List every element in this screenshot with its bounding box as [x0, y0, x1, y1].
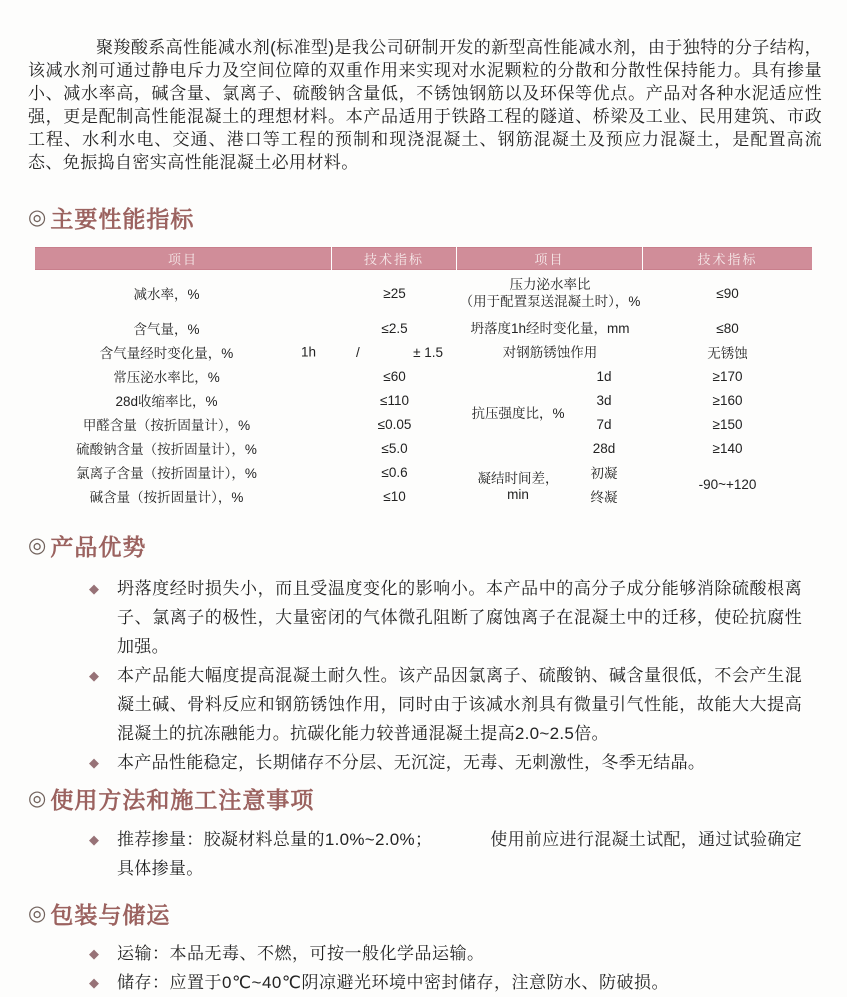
row-range: ± 1.5 — [413, 344, 443, 360]
row-item: 对钢筋锈蚀作用 — [502, 344, 598, 360]
list-item — [89, 748, 802, 777]
group-value: ≥150 — [712, 416, 743, 432]
diamond-bullet-icon: ◆ — [89, 975, 99, 990]
table-left-half — [35, 270, 457, 508]
row-item: 坍落度1h经时变化量，mm — [470, 320, 630, 336]
row-item: 氯离子含量（按折固量计），% — [76, 466, 257, 481]
section-title: 主要性能指标 — [50, 206, 195, 232]
section-title: 产品优势 — [50, 534, 147, 560]
group-sub-initial-set: 初凝 — [590, 466, 618, 481]
row-value: ≤5.0 — [381, 440, 408, 456]
table-header-row — [35, 247, 812, 270]
section-title: 使用方法和施工注意事项 — [50, 787, 315, 813]
list-item — [89, 825, 802, 883]
table-body — [35, 270, 812, 508]
group-value: ≥160 — [712, 392, 743, 408]
group-sub-age: 3d — [596, 392, 612, 408]
usage-list — [89, 825, 802, 883]
table-header-spec-right: 技术指标 — [643, 247, 812, 270]
row-value: ≤110 — [380, 392, 409, 408]
group-sub-age: 1d — [596, 368, 612, 384]
group-value: ≥140 — [712, 440, 743, 456]
group-value: ≥170 — [712, 368, 743, 384]
group-sub-final-set: 终凝 — [590, 490, 618, 505]
row-item: 碱含量（按折固量计），% — [89, 490, 244, 505]
section-marker-icon: ◎ — [28, 534, 48, 557]
table-row — [35, 436, 457, 460]
row-value: ≤2.5 — [381, 320, 408, 336]
table-row — [35, 270, 457, 316]
table-row — [35, 388, 457, 412]
section-heading-advantages — [28, 529, 822, 562]
row-slash: / — [356, 344, 360, 360]
table-right-half — [457, 270, 812, 508]
list-item-text: 储存：应置于0℃~40℃阴凉避光环境中密封储存，注意防水、防破损。 — [117, 973, 669, 992]
row-item: 减水率，% — [133, 287, 200, 302]
list-item-text: 本产品能大幅度提高混凝土耐久性。该产品因氯离子、硫酸钠、碱含量很低，不会产生混凝土碱、骨料反应和钢筋锈蚀作用，同时由于该减水剂具有微量引气性能，故能大大提高混凝土的抗冻融能力。抗碳化能力较普通混凝土提高2.0~2.5倍。 — [117, 666, 802, 743]
table-group-compressive-strength — [457, 364, 812, 460]
table-row-pressure-bleeding — [457, 270, 812, 316]
list-item — [89, 574, 802, 661]
row-item: 28d收缩率比，% — [115, 394, 218, 409]
row-value: ≥25 — [383, 285, 406, 301]
packaging-list — [89, 939, 802, 997]
section-heading-packaging — [28, 897, 822, 930]
group-sub-age: 7d — [596, 416, 612, 432]
usage-trial-text: 使用前应进行混凝土试配，通过试验确定具体掺量。 — [117, 830, 802, 878]
row-value: 无锈蚀 — [707, 346, 748, 361]
section-heading-usage — [28, 782, 822, 815]
group-name: 抗压强度比，% — [471, 406, 565, 421]
row-value: ≤0.05 — [377, 416, 412, 432]
diamond-bullet-icon: ◆ — [89, 946, 99, 961]
advantages-list — [89, 574, 802, 777]
group-sub-age: 28d — [592, 440, 616, 456]
table-row — [35, 484, 457, 508]
row-item-line1: 压力泌水率比 — [509, 277, 591, 292]
list-item — [89, 968, 802, 997]
row-item-line2: （用于配置泵送混凝土时），% — [459, 294, 641, 309]
diamond-bullet-icon: ◆ — [89, 581, 99, 596]
list-item-text: 坍落度经时损失小，而且受温度变化的影响小。本产品中的高分子成分能够消除硫酸根离子、氯离子的极性，大量密闭的气体微孔阻断了腐蚀离子在混凝土中的迁移，使砼抗腐性加强。 — [117, 579, 802, 656]
section-title: 包装与储运 — [50, 902, 171, 928]
table-row — [35, 460, 457, 484]
table-row-air-content-change — [35, 340, 457, 364]
diamond-bullet-icon: ◆ — [89, 668, 99, 683]
usage-dosage-text: 推荐掺量：胶凝材料总量的1.0%~2.0%； — [117, 830, 433, 849]
table-row — [35, 412, 457, 436]
row-time-label: 1h — [300, 344, 316, 360]
row-value: ≤0.6 — [381, 464, 408, 480]
intro-paragraph: 聚羧酸系高性能减水剂(标准型)是我公司研制开发的新型高性能减水剂，由于独特的分子结构，该减水剂可通过静电斥力及空间位障的双重作用来实现对水泥颗粒的分散和分散性保持能力。具有掺量小、减水率高，碱含量、氯离子、硫酸钠含量低，不锈蚀钢筋以及环保等优点。产品对各种水泥适应性强，更是配制高性能混凝土的理想材料。本产品适用于铁路工程的隧道、桥梁及工业、民用建筑、市政工程、水利水电、交通、港口等工程的预制和现浇混凝土、钢筋混凝土及预应力混凝土，是配置高流态、免振捣自密实高性能混凝土必用材料。 — [28, 38, 822, 172]
table-header-spec-left: 技术指标 — [332, 247, 457, 270]
list-item-text: 运输：本品无毒、不燃，可按一般化学品运输。 — [117, 944, 485, 963]
table-header-item-right: 项目 — [457, 247, 643, 270]
diamond-bullet-icon: ◆ — [89, 755, 99, 770]
list-item — [89, 661, 802, 748]
row-value: ≤80 — [716, 320, 739, 336]
table-group-setting-time — [457, 460, 812, 508]
row-value: ≤10 — [383, 488, 406, 504]
table-row — [457, 340, 812, 364]
table-row — [35, 364, 457, 388]
row-item: 含气量经时变化量，% — [99, 346, 234, 361]
row-value: ≤60 — [383, 368, 406, 384]
group-value: -90~+120 — [698, 476, 757, 492]
table-row — [457, 316, 812, 340]
performance-table — [35, 247, 812, 508]
table-header-item-left: 项目 — [35, 247, 332, 270]
row-item: 含气量，% — [133, 322, 200, 337]
list-item-text: 本产品性能稳定，长期储存不分层、无沉淀，无毒、无刺激性，冬季无结晶。 — [117, 753, 706, 772]
row-item: 甲醛含量（按折固量计），% — [82, 418, 251, 433]
row-value: ≤90 — [716, 285, 739, 301]
section-marker-icon: ◎ — [28, 787, 48, 810]
row-item: 硫酸钠含量（按折固量计），% — [76, 442, 257, 457]
section-heading-performance — [28, 201, 822, 234]
table-row — [35, 316, 457, 340]
diamond-bullet-icon: ◆ — [89, 832, 99, 847]
group-name: 凝结时间差，min — [477, 470, 559, 502]
list-item — [89, 939, 802, 968]
row-item: 常压泌水率比，% — [113, 370, 220, 385]
section-marker-icon: ◎ — [28, 902, 48, 925]
section-marker-icon: ◎ — [28, 206, 48, 229]
